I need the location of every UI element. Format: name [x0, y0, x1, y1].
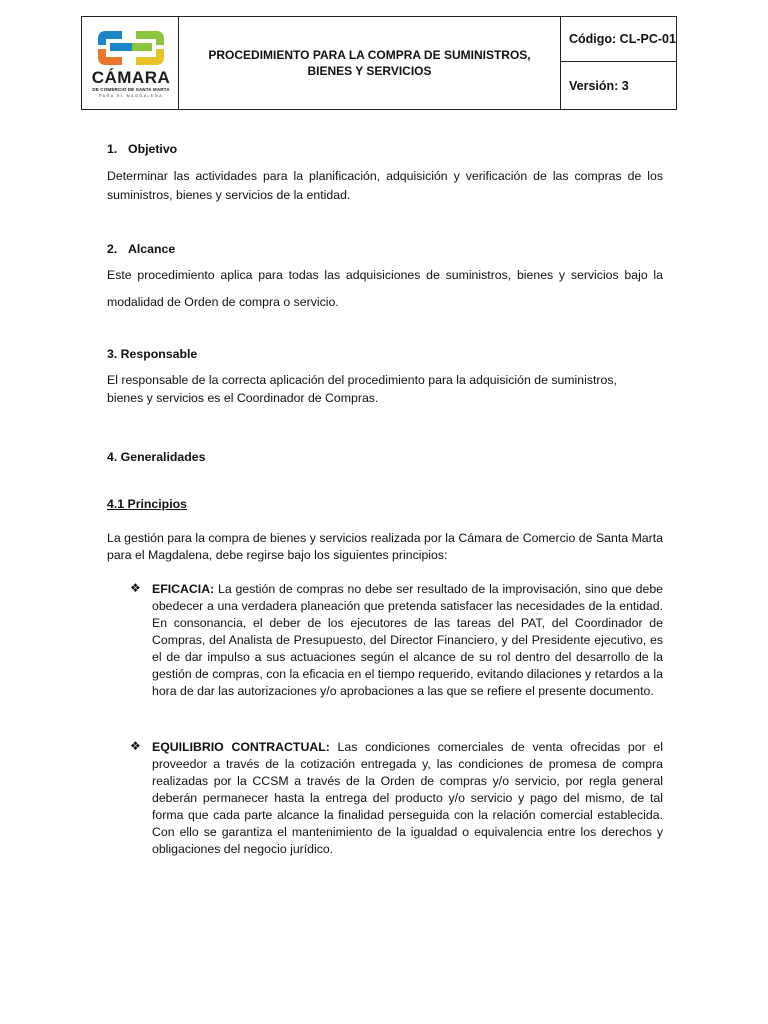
logo-tagline: PARA EL MAGDALENA — [98, 94, 164, 98]
section-objetivo-heading: Objetivo — [128, 142, 178, 156]
principle-equilibrio-text: Las condiciones comerciales de venta ofrecidas por el proveedor a través de la cotización entregada y, las condiciones de promesa de compra realizadas por la CCSM a través de la Orden de compras y/o servicio, por regla general deberán permanecer hasta la entrega del producto y/o servicio y pago del mismo, de tal forma que cada parte alcance la finalidad perseguida con la relación comercial establecida. Con ello se garantiza el mantenimiento de la igualdad o equivalencia entre los derechos y obligaciones del negocio jurídico. — [152, 740, 663, 856]
document-version: Versión: 3 — [569, 78, 629, 93]
section-alcance-line2: modalidad de Orden de compra o servicio. — [107, 295, 339, 309]
principle-eficacia-text: La gestión de compras no debe ser resultado de la improvisación, sino que debe obedecer a una verdadera planeación que pretenda satisfacer las necesidades de la entidad. En consonancia, el deber de los ejecutores de las tareas del PAT, del Coordinador de Compras, del Analista de Presupuesto, del Director Financiero, y del Presidente ejecutivo, es el de dar impulso a sus actuaciones según el alcance de su rol dentro del desarrollo de la gestión de compras, con la eficacia en el tiempo requerido, evitando dilaciones y retardos a la hora de dar las autorizaciones y/o aprobaciones a las que se refiere el presente documento. — [152, 582, 663, 698]
diamond-bullet-icon: ❖ — [130, 581, 141, 595]
logo-subtitle: DE COMERCIO DE SANTA MARTA — [92, 87, 170, 92]
camara-logo-icon — [92, 25, 170, 69]
document-title: PROCEDIMIENTO PARA LA COMPRA DE SUMINISTROS, BIENES Y SERVICIOS — [179, 17, 561, 109]
principle-eficacia-name: EFICACIA: — [152, 582, 215, 596]
principle-equilibrio-name: EQUILIBRIO CONTRACTUAL: — [152, 740, 330, 754]
principle-eficacia — [152, 581, 663, 700]
section-principios-intro: La gestión para la compra de bienes y servicios realizada por la Cámara de Comercio de Santa Marta para el Magdalena, debe regirse bajo los siguientes principios: — [107, 531, 663, 562]
section-alcance-number: 2. — [107, 242, 118, 256]
diamond-bullet-icon: ❖ — [130, 739, 141, 753]
document-code: Código: CL-PC-01 — [561, 17, 676, 62]
section-alcance-line1: Este procedimiento aplica para todas las adquisiciones de suministros, bienes y servicios bajo la — [107, 268, 663, 282]
section-responsable-line2: bienes y servicios es el Coordinador de Compras. — [107, 391, 379, 405]
section-responsable-line1: El responsable de la correcta aplicación del procedimiento para la adquisición de suministros, — [107, 373, 617, 387]
principle-equilibrio — [152, 739, 663, 858]
section-objetivo-text: Determinar las actividades para la planificación, adquisición y verificación de las compras de los suministros, bienes y servicios de la entidad. — [107, 169, 663, 202]
logo-cell — [82, 17, 179, 109]
section-generalidades-heading: 4. Generalidades — [107, 450, 206, 464]
section-responsable-heading: 3. Responsable — [107, 347, 198, 361]
document-header — [81, 16, 677, 110]
section-principios-heading: 4.1 Principios — [107, 497, 187, 511]
section-alcance-heading: Alcance — [128, 242, 176, 256]
logo-wordmark: CÁMARA — [91, 68, 171, 87]
section-objetivo-number: 1. — [107, 142, 118, 156]
